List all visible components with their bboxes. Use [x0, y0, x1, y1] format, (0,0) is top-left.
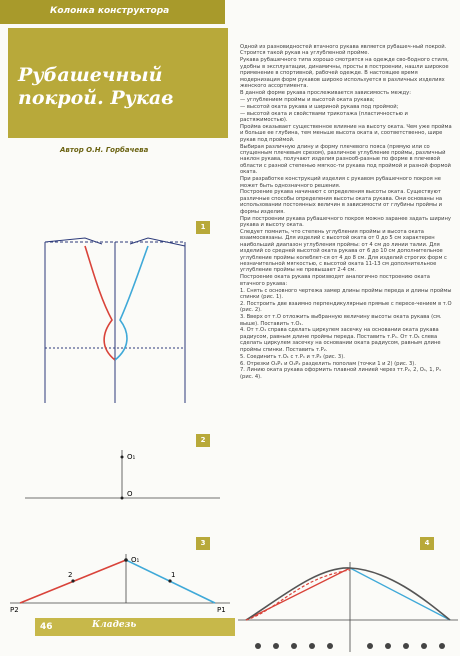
paragraph: При построении рукава рубашечного покроя можно заранее задать ширину рукава и высоту оката. — [240, 215, 451, 228]
paragraph: 3. Вверх от т.О отложить выбранную величину высоты оката рукава (см. выше). Поставить т.O₁. — [240, 314, 442, 327]
paragraph: 2. Построить две взаимно перпендикулярные прямые с пересе-чением в т.О (рис. 2). — [240, 300, 452, 314]
paragraph: Одной из разновидностей втачного рукава является рубашеч-ный покрой. Строится такой рукав на углубленной пройме. — [240, 44, 447, 57]
title-line-2: покрой. Рукав — [18, 87, 174, 109]
paragraph: — высотой оката и свойствами трикотажа (пластичностью и растяжимостью). — [240, 110, 408, 123]
paragraph: Пройма оказывает существенное влияние на высоту оката. Чем уже пройма и больше ее глубина, тем меньше высота оката и, соответственно, шире рукав под проймой. — [240, 123, 452, 143]
paragraph: 6. Отрезки O₁P₁ и O₁P₂ разделить пополам (точки 1 и 2) (рис. 3). — [240, 360, 416, 367]
author: Автор О.Н. Горбачева — [60, 146, 149, 154]
paragraph: В данной форме рукава прослеживается зависимость между: — [240, 89, 411, 96]
paragraph: Построение рукава начинают с определения высоты оката. Существуют различные способы определения высоты оката рукава. Они основаны на использовании постоянных величин в зависимости от глубины проймы и формы изделия. — [240, 189, 443, 215]
label-o: O — [127, 490, 133, 498]
paragraph: — углублением проймы и высотой оката рукава; — [240, 96, 375, 103]
paragraph: Построение оката рукава производят аналогично построению оката втачного рукава: — [240, 274, 430, 287]
label-1: 1 — [171, 571, 176, 579]
paragraph: Рукава рубашечного типа хорошо смотрятся на одежде сво-бодного стиля, удобны в эксплуатации, динамичны, просты в построении, нашли широкое применение в спортивной, рабочей одежде. В настоящее время модернизация форм рукавов широко используется в различных изделиях женского ассортимента. — [240, 57, 449, 89]
paragraph: 7. Линию оката рукава оформить плавной линией через тт.P₂, 2, O₁, 1, P₁ (рис. 4). — [240, 367, 442, 380]
figure-1-number: 1 — [196, 221, 210, 234]
paragraph: Выбирая различную длину и форму плечевого пояса (прямую или со спущенным плечевым срезом), различное углубление проймы, различный наклон рукава, получают изделия разнооб-разные по форме в плечевой области с разной степенью мягкос-ти рукава под проймой и разной формой оката. — [240, 143, 451, 176]
paragraph: Следует помнить, что степень углубления проймы и высота оката взаимосвязаны. Для изделий с высотой оката от 0 до 5 см характерен наибольший диапазон углубления проймы: от 4 см до линии талии. Для изделий со средней высотой оката рукава от 6 до 10 см дополнительное углубление проймы колеблет-ся от 4 до 8 см. Для изделий строгих форм с незначительной мягкостью, с высотой оката 11-13 см дополнительное углубление проймы не превышает 2-4 см. — [240, 228, 447, 274]
figure-3-sleeve-lines — [10, 540, 230, 620]
paragraph: 1. Снять с основного чертежа замер длины проймы переда и длины проймы спинки (рис. 1). — [240, 287, 452, 300]
figure-4-number: 4 — [420, 537, 434, 550]
page-number: 46 — [40, 622, 53, 632]
figure-3-number: 3 — [196, 537, 210, 550]
label-o1: O₁ — [127, 453, 136, 461]
label-p2: P2 — [10, 606, 19, 614]
section-label: Колонка конструктора — [50, 6, 170, 16]
title-line-1: Рубашечный — [18, 64, 163, 86]
paragraph: 4. От т.O₁ справа сделать циркулем засечку на основании оката рукава радиусом, равным длине проймы переда. Поставить т.P₁. От т.O₁ слева сделать циркулем засечку на основании оката радиусом, равным длине проймы спинки. Поставить т.P₂. — [240, 327, 441, 353]
figure-4-sleeve-cap — [238, 548, 458, 656]
paragraph: При разработке конструкций изделия с рукавом рубашечного покроя не может быть однозначного решения. — [240, 176, 441, 189]
label-o1: O₁ — [131, 556, 140, 564]
paragraph: 5. Соединить т.O₁ с т.P₁ и т.P₂ (рис. 3). — [240, 353, 345, 360]
paragraph: — высотой оката рукава и шириной рукава под проймой; — [240, 103, 399, 110]
page-title — [18, 64, 223, 110]
label-p1: P1 — [217, 606, 226, 614]
footer-logo: Кладезь — [92, 620, 137, 630]
figure-2-axes — [20, 440, 220, 520]
article-body — [240, 44, 455, 381]
figure-2-number: 2 — [196, 434, 210, 447]
label-2: 2 — [68, 571, 73, 579]
figure-1-pattern — [30, 228, 200, 403]
